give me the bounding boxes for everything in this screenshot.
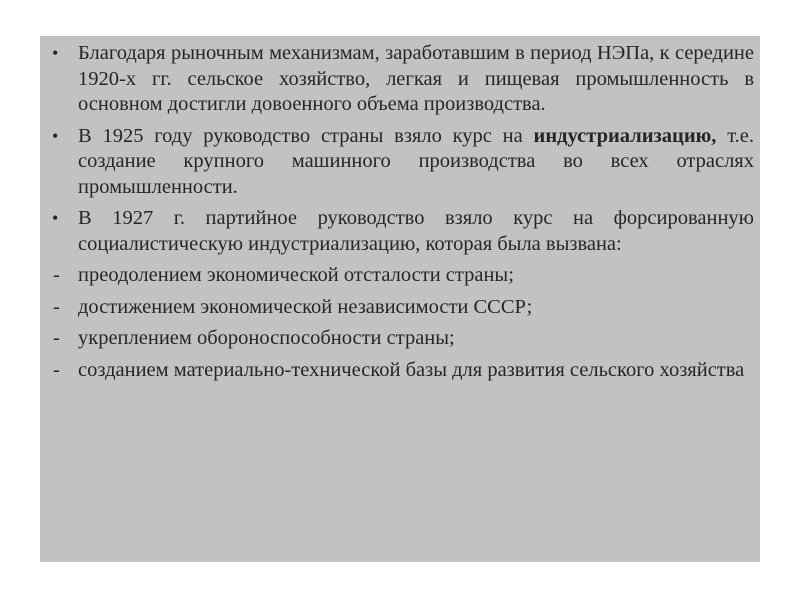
bullet-item-1927 — [40, 206, 765, 257]
bullet-text-bold: индустриализацию, — [533, 124, 717, 147]
dash-marker: - — [53, 358, 60, 381]
dash-item-agriculture-base — [40, 358, 760, 384]
dash-item-defense — [40, 326, 760, 352]
bullet-list — [40, 41, 765, 389]
bullet-item-nep — [40, 41, 760, 118]
bullet-marker: • — [52, 125, 59, 146]
dash-text: укреплением обороноспособности страны; — [78, 327, 455, 349]
bullet-text-after: т.е. создание крупного машинного производства во всех отраслях промышленности. — [78, 124, 754, 198]
dash-marker: - — [53, 327, 60, 349]
bullet-text-before: В 1925 году руководство страны взяло курс на — [78, 124, 534, 147]
dash-marker: - — [53, 264, 60, 286]
bullet-marker: • — [52, 43, 59, 63]
bullet-marker: • — [52, 208, 59, 228]
bullet-text: Благодаря рыночным механизмам, заработавшим в период НЭПа, к середине 1920-х гг. сельское хозяйство, легкая и пищевая промышленность в основном достигли довоенного объема производства. — [78, 42, 754, 115]
bullet-item-1925 — [40, 124, 760, 201]
dash-item-backwardness — [40, 263, 760, 289]
dash-marker: - — [53, 295, 60, 318]
slide-background — [40, 36, 765, 562]
dash-text: созданием материально-технической базы для развития сельского хозяйства — [78, 358, 745, 381]
dash-text: преодолением экономической отсталости страны; — [78, 264, 514, 286]
dash-text: достижением экономической независимости СССР; — [78, 295, 533, 318]
bullet-text: В 1927 г. партийное руководство взяло курс на форсированную социалистическую индустриализацию, которая была вызвана: — [78, 207, 765, 255]
dash-item-independence — [40, 295, 760, 321]
